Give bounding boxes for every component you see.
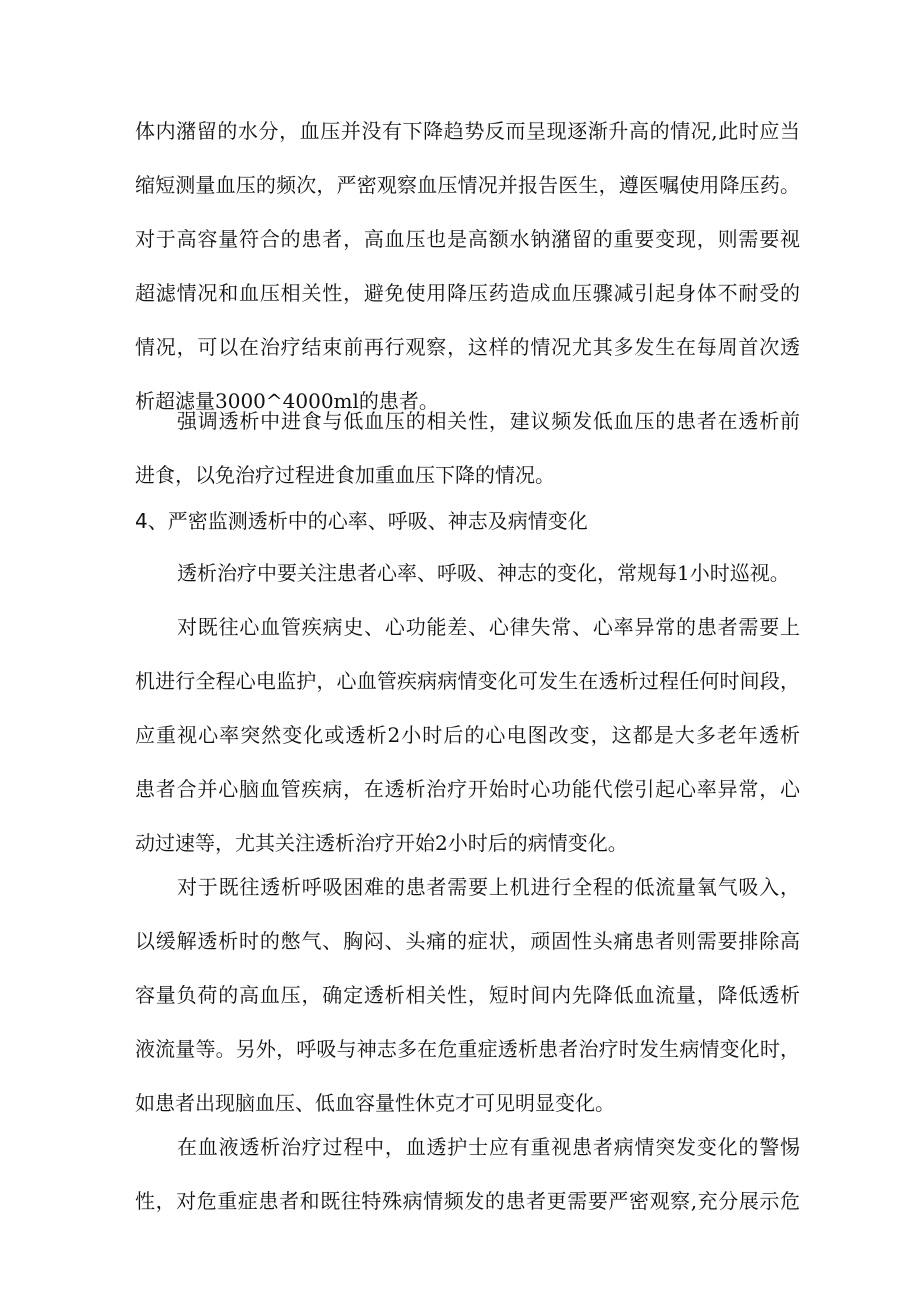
section-heading-text: 4、严密监测透析中的心率、呼吸、神志及病情变化 (135, 509, 588, 533)
text-line: 析超滤量3000^4000ml的患者。 (135, 389, 439, 413)
text-line: 强调透析中进食与低血压的相关性，建议频发低血压的患者在透析前 (177, 409, 800, 433)
text-line: 透析治疗中要关注患者心率、呼吸、神志的变化，常规每1小时巡视。 (177, 561, 790, 585)
text-line: 性，对危重症患者和既往特殊病情频发的患者更需要严密观察,充分展示危 (135, 1189, 800, 1213)
text-line: 机进行全程心电监护，心血管疾病病情变化可发生在透析过程任何时间段， (135, 669, 800, 693)
paragraph-eating-hypotension (135, 394, 800, 502)
text-line: 容量负荷的高血压，确定透析相关性，短时间内先降低血流量，降低透析 (135, 983, 800, 1007)
paragraph-nurse-vigilance (135, 1120, 800, 1228)
text-line: 以缓解透析时的憋气、胸闷、头痛的症状，顽固性头痛患者则需要排除高 (135, 929, 800, 953)
paragraph-cardio-monitoring (135, 600, 800, 870)
text-line: 动过速等，尤其关注透析治疗开始2小时后的病情变化。 (135, 831, 628, 855)
paragraph-routine-rounds (135, 546, 800, 600)
section-heading (135, 494, 800, 548)
paragraph-bp-continuation (135, 104, 800, 428)
text-line: 情况，可以在治疗结束前再行观察，这样的情况尤其多发生在每周首次透 (135, 335, 800, 359)
paragraph-respiratory (135, 860, 800, 1130)
text-line: 对于高容量符合的患者，高血压也是高额水钠潴留的重要变现，则需要视 (135, 227, 800, 251)
text-line: 进食，以免治疗过程进食加重血压下降的情况。 (135, 463, 555, 487)
text-line: 在血液透析治疗过程中，血透护士应有重视患者病情突发变化的警惕 (177, 1135, 800, 1159)
text-line: 对于既往透析呼吸困难的患者需要上机进行全程的低流量氧气吸入， (177, 875, 800, 899)
text-line: 如患者出现脑血压、低血容量性休克才可见明显变化。 (135, 1091, 615, 1115)
text-line: 超滤情况和血压相关性，避免使用降压药造成血压骤减引起身体不耐受的 (135, 281, 800, 305)
text-line: 液流量等。另外，呼吸与神志多在危重症透析患者治疗时发生病情变化时， (135, 1037, 800, 1061)
text-line: 对既往心血管疾病史、心功能差、心律失常、心率异常的患者需要上 (177, 615, 800, 639)
text-line: 应重视心率突然变化或透析2小时后的心电图改变，这都是大多老年透析 (135, 723, 800, 747)
text-line: 缩短测量血压的频次，严密观察血压情况并报告医生，遵医嘱使用降压药。 (135, 173, 800, 197)
text-line: 体内潴留的水分，血压并没有下降趋势反而呈现逐渐升高的情况,此时应当 (135, 119, 800, 143)
text-line: 患者合并心脑血管疾病，在透析治疗开始时心功能代偿引起心率异常，心 (135, 777, 800, 801)
